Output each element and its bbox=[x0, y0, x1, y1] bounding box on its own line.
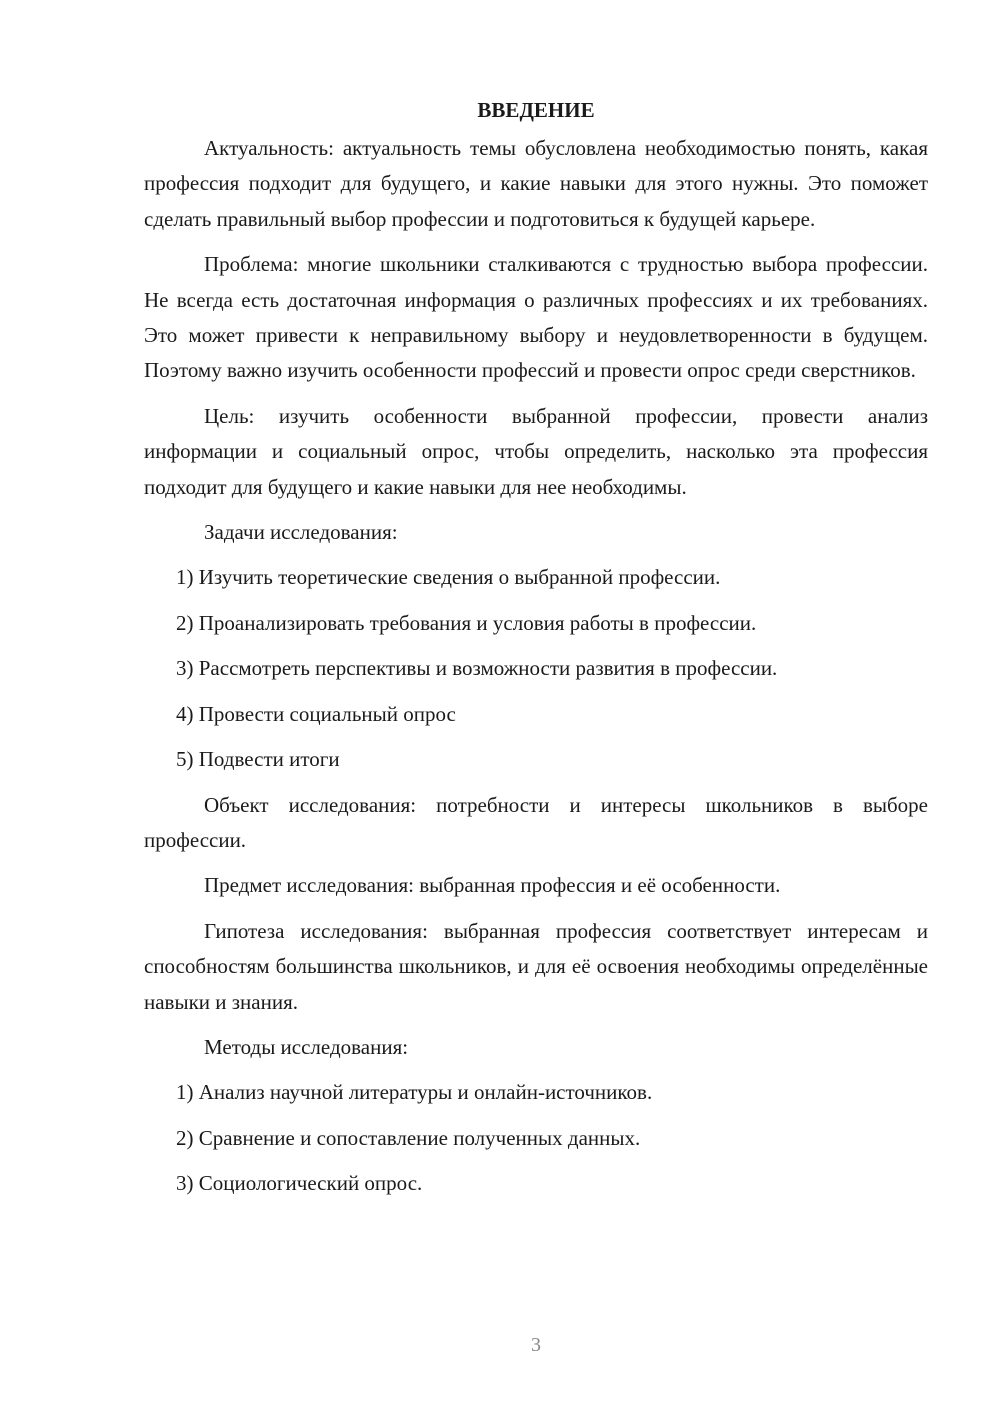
task-item: 1) Изучить теоретические сведения о выбранной профессии. bbox=[176, 565, 721, 590]
subject-paragraph: Предмет исследования: выбранная профессия и её особенности. bbox=[204, 873, 781, 898]
hypothesis-paragraph: Гипотеза исследования: выбранная профессия соответствует интересам и способностям большинства школьников, и для её освоения необходимы определённые навыки и знания. bbox=[144, 918, 928, 1014]
problem-paragraph: Проблема: многие школьники сталкиваются с трудностью выбора профессии. Не всегда есть достаточная информация о различных профессиях и их требованиях. Это может привести к неправильному выбору и неудовлетворенности в будущем. Поэтому важно изучить особенности профессий и провести опрос среди сверстников. bbox=[144, 252, 928, 383]
document-page bbox=[144, 92, 928, 1212]
goal-paragraph: Цель: изучить особенности выбранной профессии, провести анализ информации и социальный опрос, чтобы определить, насколько эта профессия подходит для будущего и какие навыки для нее необходимы. bbox=[144, 403, 928, 499]
task-item: 2) Проанализировать требования и условия работы в профессии. bbox=[176, 610, 757, 635]
method-item: 3) Социологический опрос. bbox=[176, 1171, 423, 1196]
task-item: 4) Провести социальный опрос bbox=[176, 701, 456, 726]
page-number: 3 bbox=[531, 1334, 541, 1356]
method-item: 2) Сравнение и сопоставление полученных данных. bbox=[176, 1125, 641, 1150]
tasks-heading: Задачи исследования: bbox=[204, 520, 398, 545]
task-item: 5) Подвести итоги bbox=[176, 747, 340, 772]
methods-heading: Методы исследования: bbox=[204, 1034, 409, 1059]
relevance-paragraph: Актуальность: актуальность темы обусловлена необходимостью понять, какая профессия подходит для будущего, и какие навыки для этого нужны. Это поможет сделать правильный выбор профессии и подготовиться к будущей карьере. bbox=[144, 136, 928, 231]
method-item: 1) Анализ научной литературы и онлайн-источников. bbox=[176, 1080, 653, 1105]
section-title: ВВЕДЕНИЕ bbox=[477, 98, 595, 122]
task-item: 3) Рассмотреть перспективы и возможности развития в профессии. bbox=[176, 656, 778, 681]
object-paragraph: Объект исследования: потребности и интересы школьников в выборе профессии. bbox=[144, 792, 928, 852]
